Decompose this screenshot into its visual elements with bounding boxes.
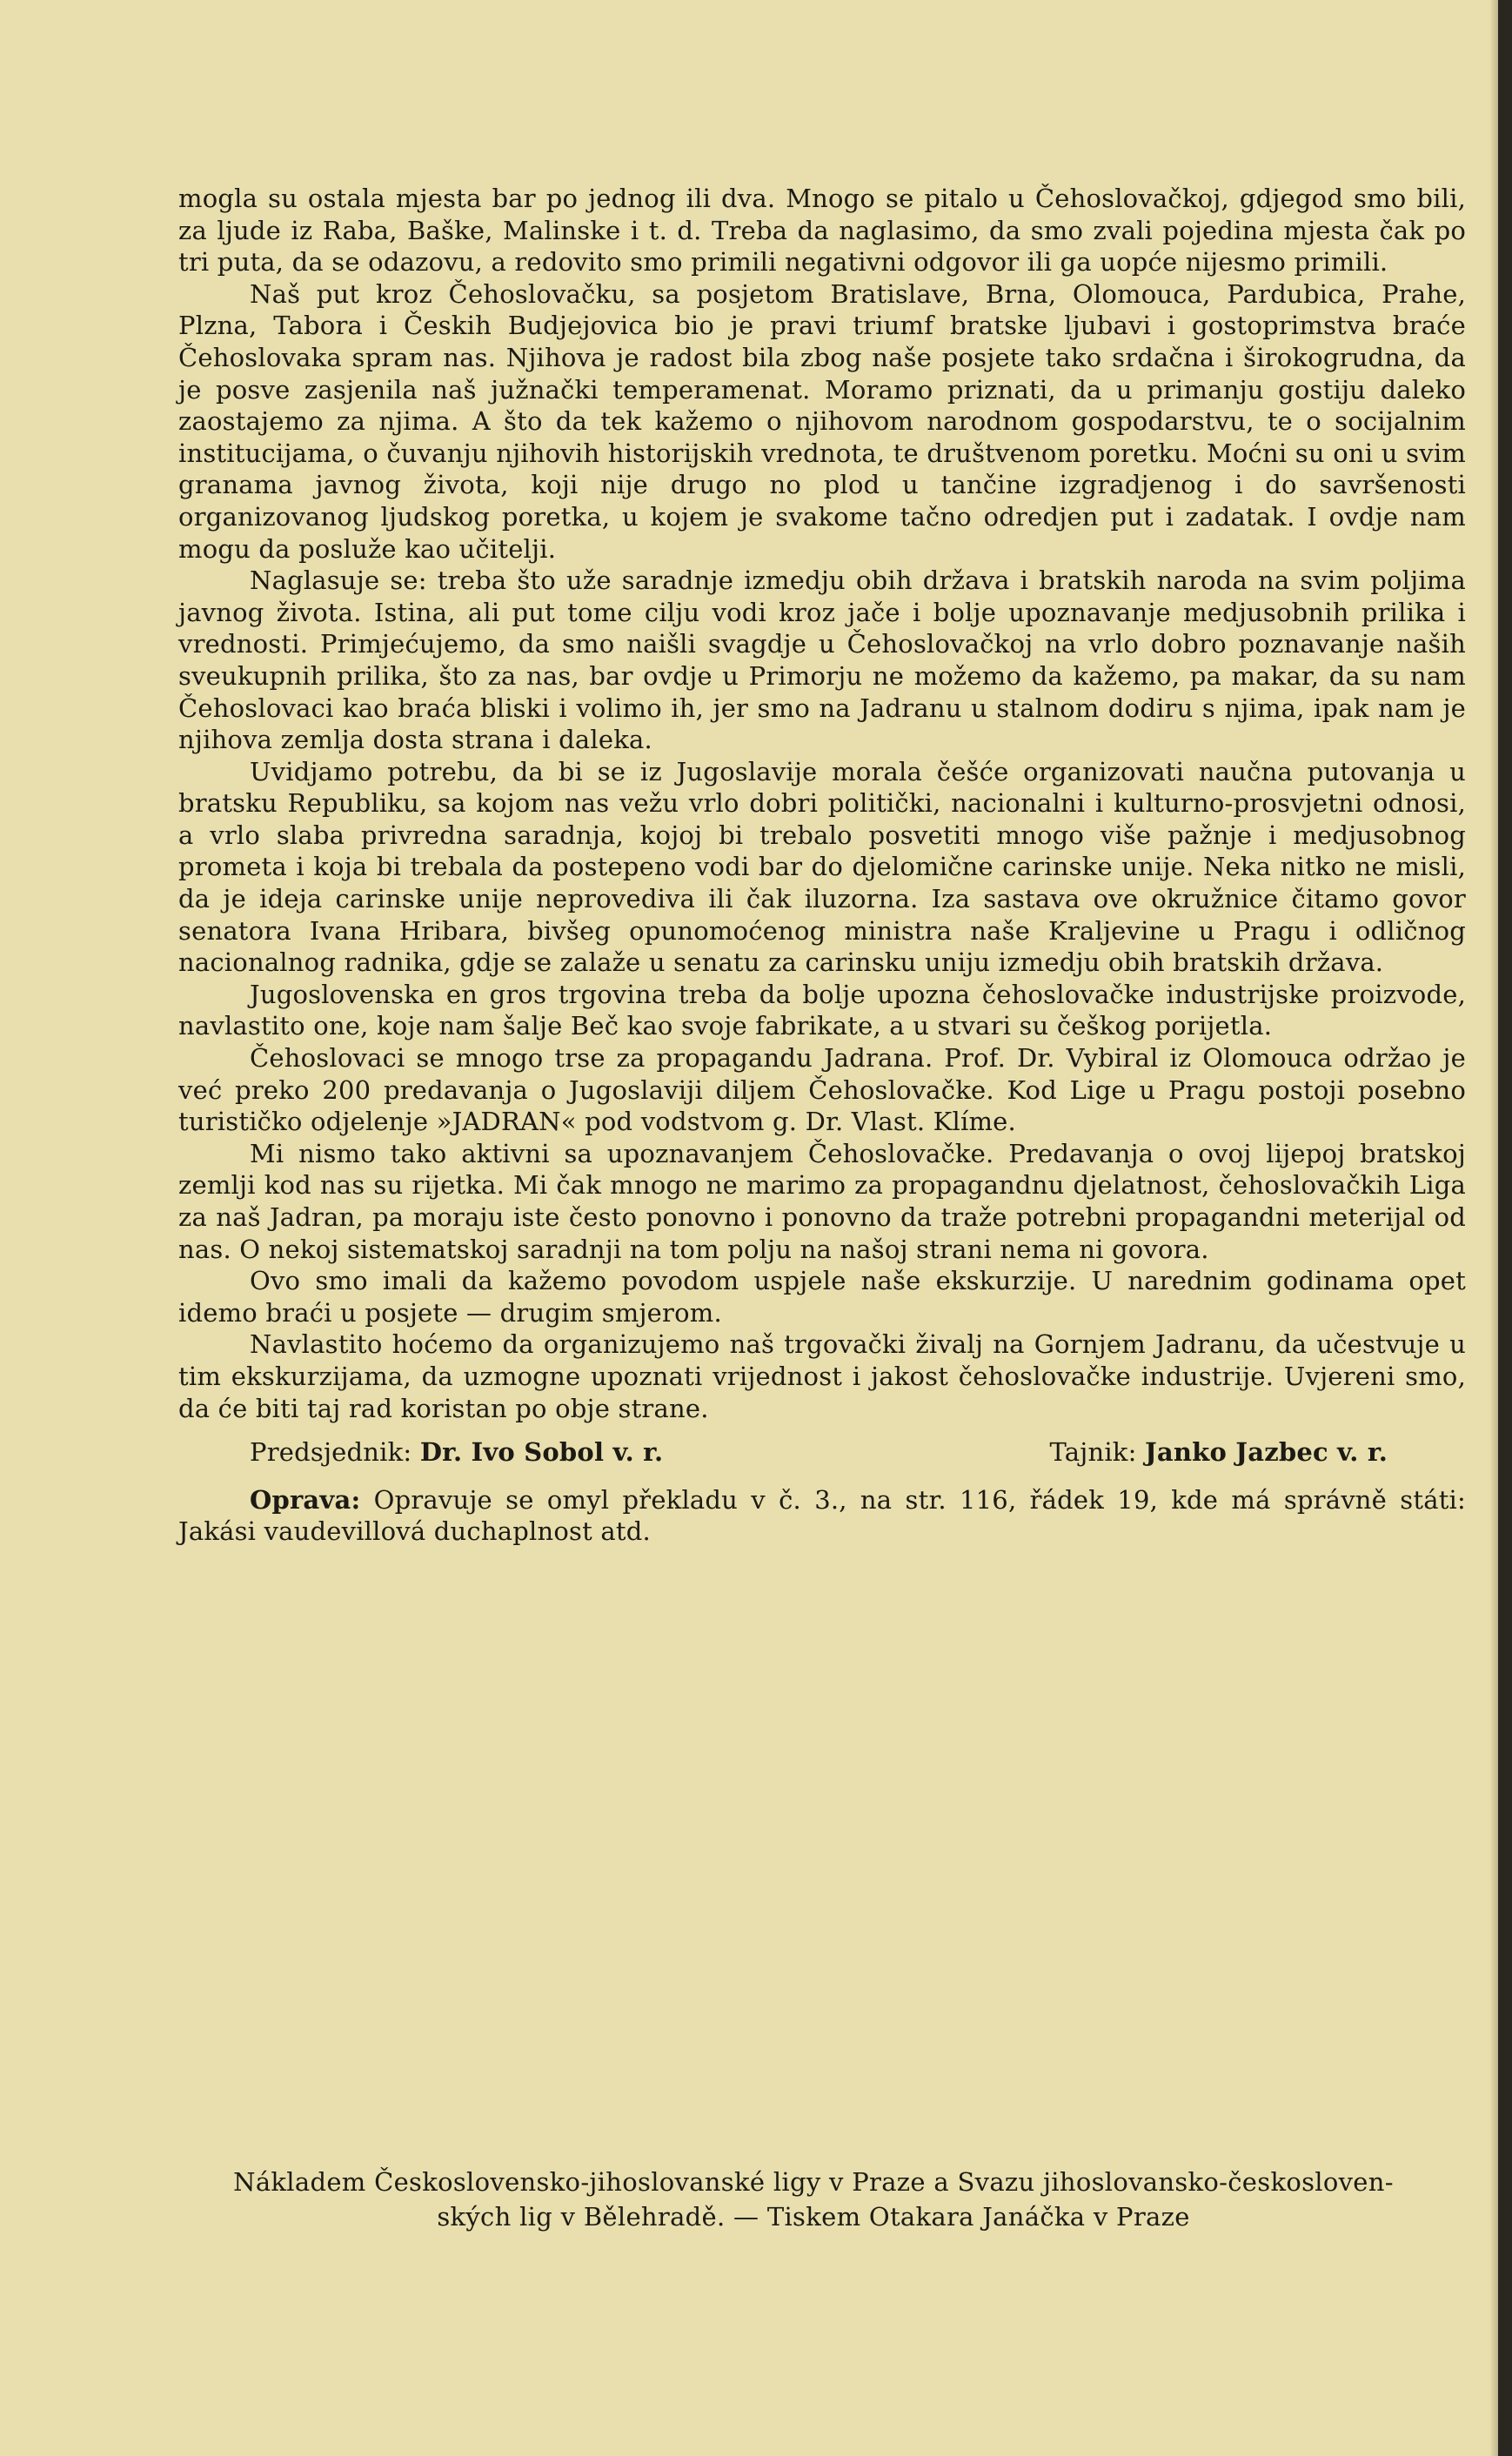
paragraph-1: mogla su ostala mjesta bar po jednog ili dva. Mnogo se pitalo u Čehoslovačkoj, gdjegod smo bili, za ljude iz Raba, Baške, Malinske i t. d. Treba da naglasimo, da smo zvali pojedina mjesta čak po tri puta, da se odazovu, a redovito smo primili negativni odgovor ili ga uopće nijesmo primili. — [178, 184, 1466, 278]
secretary-name: Janko Jazbec v. r. — [1144, 1437, 1388, 1468]
signatures — [178, 1436, 1466, 1469]
paragraph-6: Čehoslovaci se mnogo trse za propagandu Jadrana. Prof. Dr. Vybiral iz Olomouca održao je već preko 200 predavanja o Jugoslaviji diljem Čehoslovačke. Kod Lige u Pragu postoji posebno turističko odjelenje »JADRAN« pod vodstvom g. Dr. Vlast. Klíme. — [178, 1043, 1466, 1137]
paragraph-7: Mi nismo tako aktivni sa upoznavanjem Čehoslovačke. Predavanja o ovoj lijepoj bratskoj zemlji kod nas su rijetka. Mi čak mnogo ne marimo za propagandnu djelatnost, čehoslovačkih Liga za naš Jadran, pa moraju iste često ponovno i ponovno da traže potrebni propagandni meterijal od nas. O nekoj sistematskoj saradnji na tom polju na našoj strani nema ni govora. — [178, 1138, 1466, 1264]
footer-line-2: ských lig v Bělehradě. — Tiskem Otakara Janáčka v Praze — [437, 2202, 1190, 2232]
paragraph-3: Naglasuje se: treba što uže saradnje izmedju obih država i bratskih naroda na svim poljima javnog života. Istina, ali put tome cilju vodi kroz jače i bolje upoznavanje medjusobnih prilika i vrednosti. Primjećujemo, da smo naišli svagdje u Čehoslovačkoj na vrlo dobro poznavanje naših sveukupnih prilika, što za nas, bar ovdje u Primorju ne možemo da kažemo, pa makar, da su nam Čehoslovaci kao braća bliski i volimo ih, jer smo na Jadranu u stalnom dodiru s njima, ipak nam je njihova zemlja dosta strana i daleka. — [178, 565, 1466, 755]
paragraph-4: Uvidjamo potrebu, da bi se iz Jugoslavije morala češće organizovati naučna putovanja u bratsku Republiku, sa kojom nas vežu vrlo dobri politički, nacionalni i kulturno-prosvjetni odnosi, a vrlo slaba privredna saradnja, kojoj bi trebalo posvetiti mnogo više pažnje i medjusobnog prometa i koja bi trebala da postepeno vodi bar do djelomične carinske unije. Neka nitko ne misli, da je ideja carinske unije neprovediva ili čak iluzorna. Iza sastava ove okružnice čitamo govor senatora Ivana Hribara, bivšeg opunomoćenog ministra naše Kraljevine u Pragu i odličnog nacionalnog radnika, gdje se zalaže u senatu za carinsku uniju izmedju obih bratskih država. — [178, 756, 1466, 978]
paragraph-8: Ovo smo imali da kažemo povodom uspjele naše ekskurzije. U narednim godinama opet idemo braći u posjete — drugim smjerom. — [178, 1266, 1466, 1328]
president-label: Predsjednik: — [250, 1437, 412, 1468]
page-edge-binding — [1498, 0, 1512, 2456]
page-edge-shadow — [1489, 0, 1498, 2456]
footer-line-1: Nákladem Československo-jihoslovanské ligy v Praze a Svazu jihoslovansko-českosloven- — [233, 2167, 1394, 2197]
publisher-footer — [161, 2165, 1466, 2234]
article-body — [178, 183, 1466, 1548]
president-signature — [250, 1436, 663, 1469]
correction-label: Oprava: — [250, 1484, 361, 1515]
correction-text: Opravuje se omyl překladu v č. 3., na str. 116, řádek 19, kde má správně státi: Jakási vaudevillová duchaplnost atd. — [178, 1484, 1466, 1547]
secretary-label: Tajnik: — [1049, 1437, 1137, 1468]
president-name: Dr. Ivo Sobol v. r. — [419, 1437, 664, 1468]
secretary-signature — [1049, 1436, 1388, 1469]
paragraph-2: Naš put kroz Čehoslovačku, sa posjetom Bratislave, Brna, Olomouca, Pardubica, Prahe, Plzna, Tabora i Českih Budjejovica bio je pravi triumf bratske ljubavi i gostoprimstva braće Čehoslovaka spram nas. Njihova je radost bila zbog naše posjete tako srdačna i širokogrudna, da je posve zasjenila naš južnački temperamenat. Moramo priznati, da u primanju gostiju daleko zaostajemo za njima. A što da tek kažemo o njihovom narodnom gospodarstvu, te o socijalnim institucijama, o čuvanju njihovih historijskih vrednota, te društvenom poretku. Moćni su oni u svim granama javnog života, koji nije drugo no plod u tančine izgradjenog i do savršenosti organizovanog ljudskog poretka, u kojem je svakome tačno odredjen put i zadatak. I ovdje nam mogu da posluže kao učitelji. — [178, 278, 1466, 564]
paragraph-5: Jugoslovenska en gros trgovina treba da bolje upozna čehoslovačke industrijske proizvode, navlastito one, koje nam šalje Beč kao svoje fabrikate, a u stvari su češkog porijetla. — [178, 979, 1466, 1041]
correction-note — [178, 1484, 1466, 1548]
paragraph-9: Navlastito hoćemo da organizujemo naš trgovački živalj na Gornjem Jadranu, da učestvuje u tim ekskurzijama, da uzmogne upoznati vrijednost i jakost čehoslovačke industrije. Uvjereni smo, da će biti taj rad koristan po obje strane. — [178, 1329, 1466, 1423]
correction-paragraph — [178, 1484, 1466, 1548]
